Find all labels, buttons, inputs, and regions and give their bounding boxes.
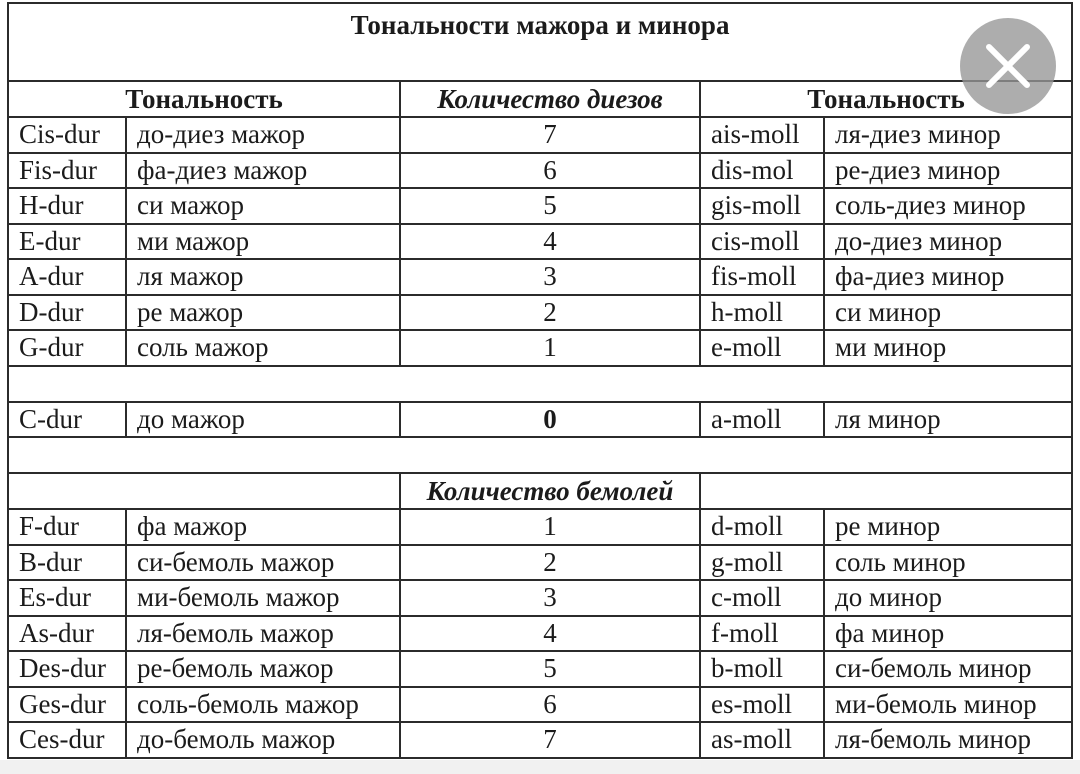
major-name-cell: соль мажор: [126, 330, 400, 366]
table-row: [8, 651, 1072, 687]
count-cell: 4: [400, 224, 700, 260]
count-cell: 1: [400, 330, 700, 366]
minor-key-cell: c-moll: [700, 580, 824, 616]
table-title: Тональности мажора и минора: [8, 3, 1072, 81]
close-button[interactable]: [960, 18, 1056, 114]
major-name-cell: ля мажор: [126, 259, 400, 295]
minor-key-cell: b-moll: [700, 651, 824, 687]
minor-key-cell: g-moll: [700, 545, 824, 581]
major-name-cell: до-бемоль мажор: [126, 722, 400, 758]
count-cell: 5: [400, 651, 700, 687]
table-row: [8, 616, 1072, 652]
minor-name-cell: ре-диез минор: [824, 153, 1072, 189]
flats-header-row: [8, 473, 1072, 509]
minor-name-cell: си минор: [824, 295, 1072, 331]
minor-name-cell: фа минор: [824, 616, 1072, 652]
minor-name-cell: фа-диез минор: [824, 259, 1072, 295]
spacer-row: [8, 437, 1072, 473]
table-row: [8, 224, 1072, 260]
header-row: [8, 81, 1072, 117]
count-cell: 5: [400, 188, 700, 224]
count-cell: 6: [400, 687, 700, 723]
major-name-cell: ми-бемоль мажор: [126, 580, 400, 616]
major-key-cell: D-dur: [8, 295, 126, 331]
major-name-cell: ре мажор: [126, 295, 400, 331]
major-key-cell: Des-dur: [8, 651, 126, 687]
minor-key-cell: ais-moll: [700, 117, 824, 153]
header-key-right: Тональность: [700, 81, 1072, 117]
flats-header-left: [8, 473, 400, 509]
count-cell: 4: [400, 616, 700, 652]
minor-key-cell: cis-moll: [700, 224, 824, 260]
table-row: [8, 722, 1072, 758]
count-cell: 1: [400, 509, 700, 545]
table-row: [8, 509, 1072, 545]
major-key-cell: H-dur: [8, 188, 126, 224]
major-name-cell: си-бемоль мажор: [126, 545, 400, 581]
major-key-cell: C-dur: [8, 402, 126, 438]
spacer-cell: [8, 366, 1072, 402]
close-icon: [983, 41, 1033, 91]
minor-key-cell: d-moll: [700, 509, 824, 545]
major-name-cell: си мажор: [126, 188, 400, 224]
minor-key-cell: h-moll: [700, 295, 824, 331]
minor-name-cell: ля-бемоль минор: [824, 722, 1072, 758]
title-row: [8, 3, 1072, 81]
minor-name-cell: ля минор: [824, 402, 1072, 438]
minor-name-cell: соль минор: [824, 545, 1072, 581]
major-key-cell: Cis-dur: [8, 117, 126, 153]
major-key-cell: Ges-dur: [8, 687, 126, 723]
flats-header-right: [700, 473, 1072, 509]
major-name-cell: фа-диез мажор: [126, 153, 400, 189]
minor-key-cell: f-moll: [700, 616, 824, 652]
minor-name-cell: ре минор: [824, 509, 1072, 545]
minor-key-cell: es-moll: [700, 687, 824, 723]
major-name-cell: соль-бемоль мажор: [126, 687, 400, 723]
major-key-cell: Fis-dur: [8, 153, 126, 189]
major-key-cell: Ces-dur: [8, 722, 126, 758]
table-row: [8, 259, 1072, 295]
keys-table: [7, 2, 1073, 759]
minor-key-cell: e-moll: [700, 330, 824, 366]
minor-key-cell: dis-mol: [700, 153, 824, 189]
minor-key-cell: gis-moll: [700, 188, 824, 224]
count-cell: 7: [400, 117, 700, 153]
major-name-cell: фа мажор: [126, 509, 400, 545]
minor-name-cell: си-бемоль минор: [824, 651, 1072, 687]
count-cell: 3: [400, 259, 700, 295]
table-row: [8, 295, 1072, 331]
header-flats-count: Количество бемолей: [400, 473, 700, 509]
count-cell: 2: [400, 295, 700, 331]
major-name-cell: ре-бемоль мажор: [126, 651, 400, 687]
count-cell: 0: [400, 402, 700, 438]
table-row: [8, 545, 1072, 581]
header-key-left: Тональность: [8, 81, 400, 117]
major-key-cell: F-dur: [8, 509, 126, 545]
table-row: [8, 153, 1072, 189]
table-row: [8, 580, 1072, 616]
count-cell: 7: [400, 722, 700, 758]
minor-name-cell: до минор: [824, 580, 1072, 616]
minor-key-cell: fis-moll: [700, 259, 824, 295]
table-row: [8, 330, 1072, 366]
major-name-cell: ля-бемоль мажор: [126, 616, 400, 652]
major-key-cell: Es-dur: [8, 580, 126, 616]
spacer-cell: [8, 437, 1072, 473]
major-key-cell: E-dur: [8, 224, 126, 260]
header-sharps-count: Количество диезов: [400, 81, 700, 117]
major-key-cell: A-dur: [8, 259, 126, 295]
table-row: [8, 117, 1072, 153]
count-cell: 2: [400, 545, 700, 581]
minor-name-cell: соль-диез минор: [824, 188, 1072, 224]
major-key-cell: B-dur: [8, 545, 126, 581]
count-cell: 3: [400, 580, 700, 616]
bottom-strip: [0, 760, 1080, 774]
minor-name-cell: ля-диез минор: [824, 117, 1072, 153]
spacer-row: [8, 366, 1072, 402]
table-row: [8, 687, 1072, 723]
minor-name-cell: до-диез минор: [824, 224, 1072, 260]
minor-key-cell: as-moll: [700, 722, 824, 758]
major-key-cell: G-dur: [8, 330, 126, 366]
table-row: [8, 402, 1072, 438]
minor-name-cell: ми-бемоль минор: [824, 687, 1072, 723]
major-name-cell: ми мажор: [126, 224, 400, 260]
minor-key-cell: a-moll: [700, 402, 824, 438]
count-cell: 6: [400, 153, 700, 189]
major-key-cell: As-dur: [8, 616, 126, 652]
table-row: [8, 188, 1072, 224]
minor-name-cell: ми минор: [824, 330, 1072, 366]
major-name-cell: до мажор: [126, 402, 400, 438]
major-name-cell: до-диез мажор: [126, 117, 400, 153]
